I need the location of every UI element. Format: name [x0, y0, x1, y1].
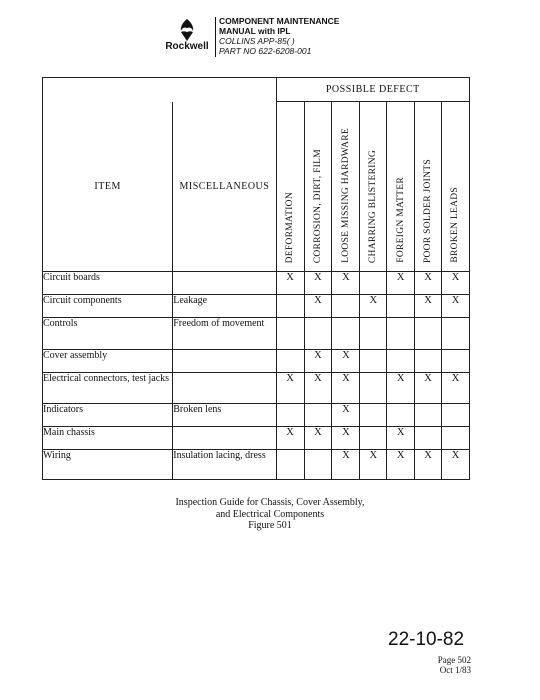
defect-mark-cell [415, 318, 442, 350]
defect-column-header [415, 102, 442, 272]
defect-mark-cell [441, 318, 469, 350]
defect-mark-cell: X [332, 427, 360, 450]
defect-column-label: DEFORMATION [285, 191, 296, 263]
defect-mark-cell: X [415, 373, 442, 404]
defect-mark-cell [415, 427, 442, 450]
defect-mark-cell: X [304, 373, 332, 404]
caption-line-1: Inspection Guide for Chassis, Cover Assembly, [175, 497, 365, 508]
defect-column-header [276, 102, 304, 272]
defect-column-label: BROKEN LEADS [450, 187, 461, 263]
table-row [43, 404, 470, 427]
defect-mark-cell [441, 404, 469, 427]
defect-mark-cell [276, 350, 304, 373]
defect-mark-cell: X [332, 373, 360, 404]
table-row [43, 450, 470, 480]
rockwell-logo [163, 19, 211, 57]
item-cell: Main chassis [43, 427, 173, 450]
defect-column-header [304, 102, 332, 272]
defect-mark-cell [441, 350, 469, 373]
defect-column-header [332, 102, 360, 272]
defect-mark-cell [415, 350, 442, 373]
defect-mark-cell [415, 404, 442, 427]
defect-mark-cell [387, 350, 415, 373]
defect-mark-cell: X [387, 450, 415, 480]
defect-mark-cell [360, 272, 387, 295]
defect-mark-cell: X [387, 427, 415, 450]
defect-mark-cell: X [276, 427, 304, 450]
defect-mark-cell: X [441, 450, 469, 480]
defect-mark-cell: X [415, 450, 442, 480]
table-row [43, 295, 470, 318]
misc-cell [173, 427, 276, 450]
item-cell: Wiring [43, 450, 173, 480]
defect-mark-cell: X [360, 295, 387, 318]
defect-mark-cell: X [415, 272, 442, 295]
table-row [43, 373, 470, 404]
defect-mark-cell [276, 404, 304, 427]
defect-mark-cell [304, 318, 332, 350]
defect-mark-cell: X [387, 373, 415, 404]
header-divider [215, 17, 216, 57]
misc-cell [173, 373, 276, 404]
item-cell: Indicators [43, 404, 173, 427]
defect-mark-cell: X [304, 295, 332, 318]
defect-mark-cell: X [332, 450, 360, 480]
table-row [43, 427, 470, 450]
defect-column-header [360, 102, 387, 272]
misc-column-header: MISCELLANEOUS [173, 102, 276, 272]
caption-line-2: and Electrical Components [215, 508, 325, 520]
defect-column-label: CHARRING BLISTERING [368, 149, 379, 263]
possible-defect-header: POSSIBLE DEFECT [276, 78, 469, 102]
defect-mark-cell [360, 350, 387, 373]
table-row [43, 272, 470, 295]
item-cell: Circuit boards [43, 272, 173, 295]
defect-mark-cell [441, 427, 469, 450]
defect-mark-cell [304, 450, 332, 480]
inspection-table [42, 77, 470, 480]
page-number: Page 502 [437, 655, 471, 665]
figure-caption [0, 497, 540, 532]
defect-mark-cell: X [276, 272, 304, 295]
defect-mark-cell [360, 404, 387, 427]
inspection-table-body [43, 272, 470, 480]
defect-column-header [441, 102, 469, 272]
misc-cell: Leakage [173, 295, 276, 318]
defect-mark-cell [276, 450, 304, 480]
revision-date: Oct 1/83 [439, 665, 471, 675]
defect-column-label: POOR SOLDER JOINTS [423, 158, 434, 263]
header-line-3: COLLINS APP-85( ) [219, 36, 295, 46]
item-cell: Cover assembly [43, 350, 173, 373]
defect-mark-cell: X [304, 272, 332, 295]
misc-cell: Freedom of movement [173, 318, 276, 350]
header-line-2: MANUAL with IPL [219, 26, 291, 36]
defect-column-label: FOREIGN MATTER [395, 177, 406, 263]
defect-mark-cell [304, 404, 332, 427]
misc-cell [173, 350, 276, 373]
defect-mark-cell: X [441, 295, 469, 318]
page-info [430, 655, 471, 675]
defect-mark-cell: X [332, 350, 360, 373]
defect-mark-cell [276, 318, 304, 350]
defect-column-label: CORROSION, DIRT, FILM [312, 148, 323, 263]
misc-cell: Insulation lacing, dress [173, 450, 276, 480]
misc-cell [173, 272, 276, 295]
item-column-header: ITEM [43, 102, 173, 272]
item-cell: Circuit components [43, 295, 173, 318]
defect-mark-cell [360, 373, 387, 404]
table-row [43, 318, 470, 350]
defect-mark-cell [387, 295, 415, 318]
table-row [43, 350, 470, 373]
misc-cell: Broken lens [173, 404, 276, 427]
manual-header [219, 16, 339, 56]
defect-mark-cell: X [304, 427, 332, 450]
item-cell: Electrical connectors, test jacks [43, 373, 173, 404]
defect-mark-cell: X [441, 373, 469, 404]
figure-number: Figure 501 [248, 520, 292, 531]
defect-mark-cell: X [360, 450, 387, 480]
defect-mark-cell: X [387, 272, 415, 295]
item-cell: Controls [43, 318, 173, 350]
defect-mark-cell: X [441, 272, 469, 295]
defect-mark-cell: X [332, 404, 360, 427]
defect-mark-cell [387, 318, 415, 350]
header-line-1: COMPONENT MAINTENANCE [219, 16, 340, 26]
defect-mark-cell: X [304, 350, 332, 373]
header-line-4: PART NO 622-6208-001 [219, 46, 312, 56]
defect-column-header [387, 102, 415, 272]
defect-mark-cell [332, 295, 360, 318]
defect-mark-cell: X [415, 295, 442, 318]
defect-mark-cell [387, 404, 415, 427]
blank-corner-cell [43, 78, 277, 102]
document-number: 22-10-82 [388, 629, 465, 650]
defect-column-label: LOOSE MISSING HARDWARE [340, 128, 351, 263]
rockwell-logo-icon [178, 19, 196, 41]
defect-mark-cell: X [276, 373, 304, 404]
brand-name: Rockwell [165, 41, 209, 52]
defect-mark-cell: X [332, 272, 360, 295]
defect-mark-cell [276, 295, 304, 318]
defect-mark-cell [360, 427, 387, 450]
defect-mark-cell [332, 318, 360, 350]
defect-mark-cell [360, 318, 387, 350]
